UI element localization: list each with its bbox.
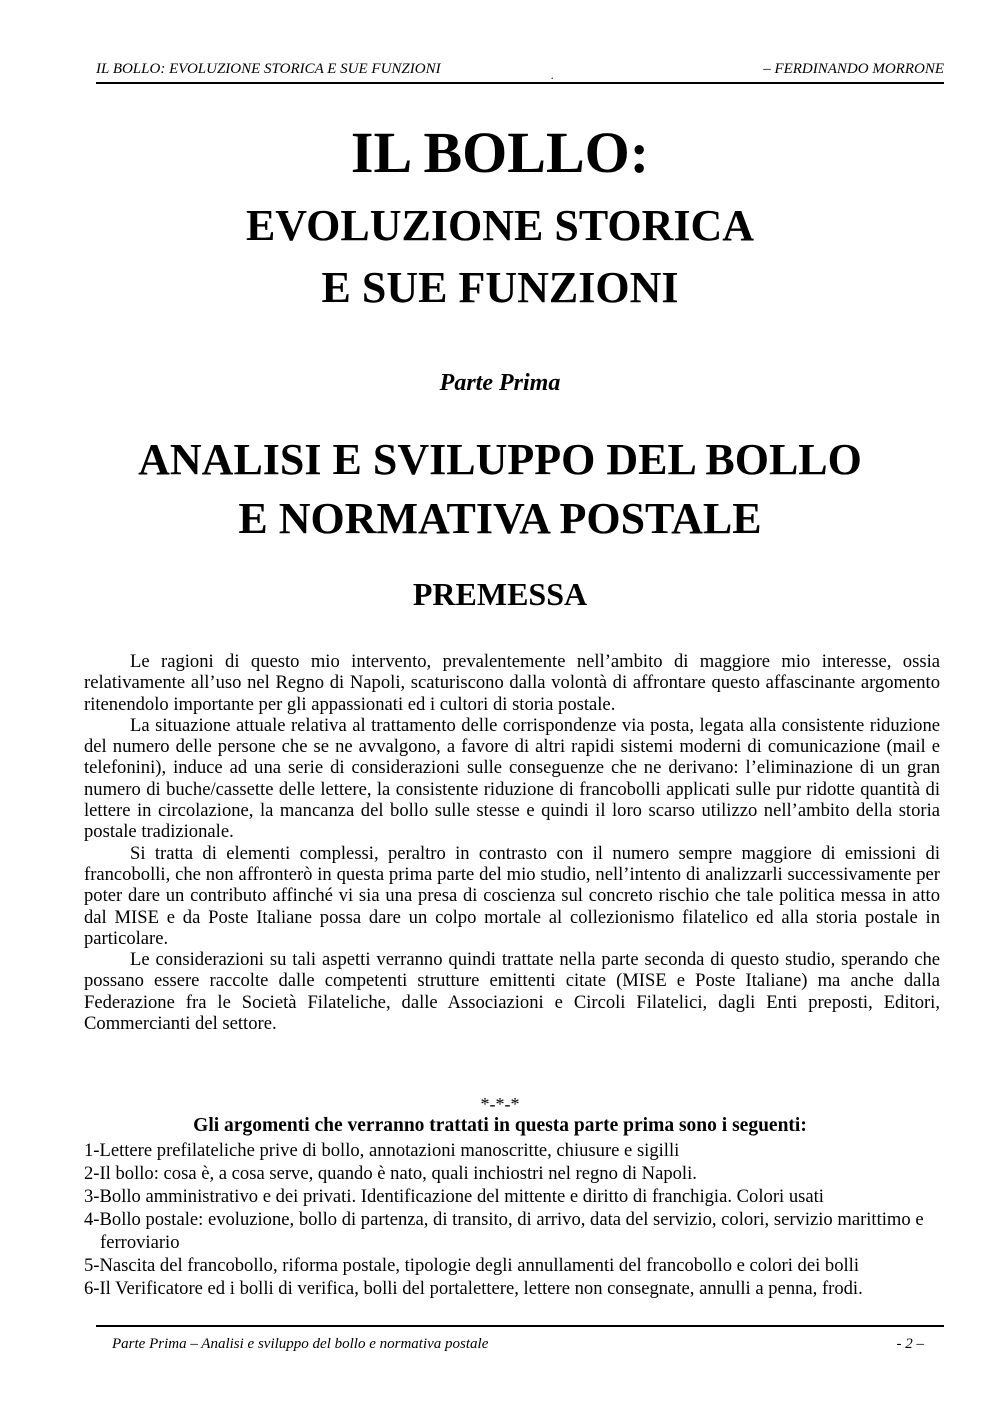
document-title-line2: EVOLUZIONE STORICA [245,201,755,250]
paragraph: Le ragioni di questo mio intervento, prevalentemente nell’ambito di maggiore mio interesse, ossia relativamente all’uso nel Regno di Napoli, scaturiscono dalla volontà di affrontare questo affascinante argomento ritenendolo importante per gli appassionati ed i cultori di storia postale. [84,651,940,715]
topics-list [84,1139,944,1300]
topic-item: 4-Bollo postale: evoluzione, bollo di partenza, di transito, di arrivo, data del servizio, colori, servizio marittimo e ferroviario [84,1209,924,1253]
page-number: - 2 – [896,1336,924,1352]
part-title [0,430,1000,548]
document-title-line1: IL BOLLO: [350,120,650,185]
document-title-subtitle [0,195,1000,319]
header-dot: . [551,68,554,82]
page-header [96,58,944,84]
part-title-line2: E NORMATIVA POSTALE [238,494,762,543]
header-title: IL BOLLO: EVOLUZIONE STORICA E SUE FUNZIONI [96,61,441,77]
paragraph: Le considerazioni su tali aspetti verranno quindi trattate nella parte seconda di questo studio, sperando che possano essere raccolte dalle competenti strutture emittenti citate (MISE e Poste Italiane) ma anche dalla Federazione fra le Società Filateliche, dalle Associazioni e Circoli Filatelici, dagli Enti preposti, Editori, Commercianti del settore. [84,949,940,1035]
topics-heading: Gli argomenti che verranno trattati in questa parte prima sono i seguenti: [193,1115,807,1136]
document-title-line3: E SUE FUNZIONI [321,263,679,312]
body-text [84,651,940,1034]
page-footer [112,1336,924,1353]
topic-item: 1-Lettere prefilateliche prive di bollo, annotazioni manoscritte, chiusure e sigilli [84,1140,680,1161]
header-author: – FERDINANDO MORRONE [763,61,944,77]
paragraph: La situazione attuale relativa al trattamento delle corrispondenze via posta, legata alla consistente riduzione del numero delle persone che se ne avvalgono, a favore di altri rapidi sistemi moderni di comunicazione (mail e telefonini), induce ad una serie di considerazioni sulle conseguenze che ne derivano: l’eliminazione di un gran numero di buche/cassette delle lettere, la consistente riduzione di francobolli applicati sulle pur ridotte quantità di lettere in circolazione, la mancanza del bollo sulle stesse e quindi il loro scarso utilizzo nell’ambito della storia postale tradizionale. [84,714,940,843]
separator: *-*-* [480,1094,520,1114]
part-title-line1: ANALISI E SVILUPPO DEL BOLLO [138,435,862,484]
paragraph: Si tratta di elementi complessi, peraltro in contrasto con il numero sempre maggiore di emissioni di francobolli, che non affronterò in questa prima parte del mio studio, nell’intento di analizzarli successivamente per poter dare un contributo affinché vi sia una presa di coscienza sul concreto rischio che tale politica messa in atto dal MISE e da Poste Italiane possa dare un colpo mortale al collezionismo filatelico ed alla storia postale in particolare. [84,842,940,949]
footer-divider [96,1325,944,1327]
section-title: PREMESSA [412,576,588,612]
topic-item: 2-Il bollo: cosa è, a cosa serve, quando è nato, quali inchiostri nel regno di Napoli. [84,1163,697,1184]
footer-title: Parte Prima – Analisi e sviluppo del bollo e normativa postale [112,1336,489,1352]
topic-item: 6-Il Verificatore ed i bolli di verifica, bolli del portalettere, lettere non consegnate, annulli a penna, frodi. [84,1278,863,1299]
topic-item: 5-Nascita del francobollo, riforma postale, tipologie degli annullamenti del francobollo e colori dei bolli [84,1255,860,1276]
topic-item: 3-Bollo amministrativo e dei privati. Identificazione del mittente e diritto di franchigia. Colori usati [84,1186,824,1207]
part-label: Parte Prima [439,370,561,396]
